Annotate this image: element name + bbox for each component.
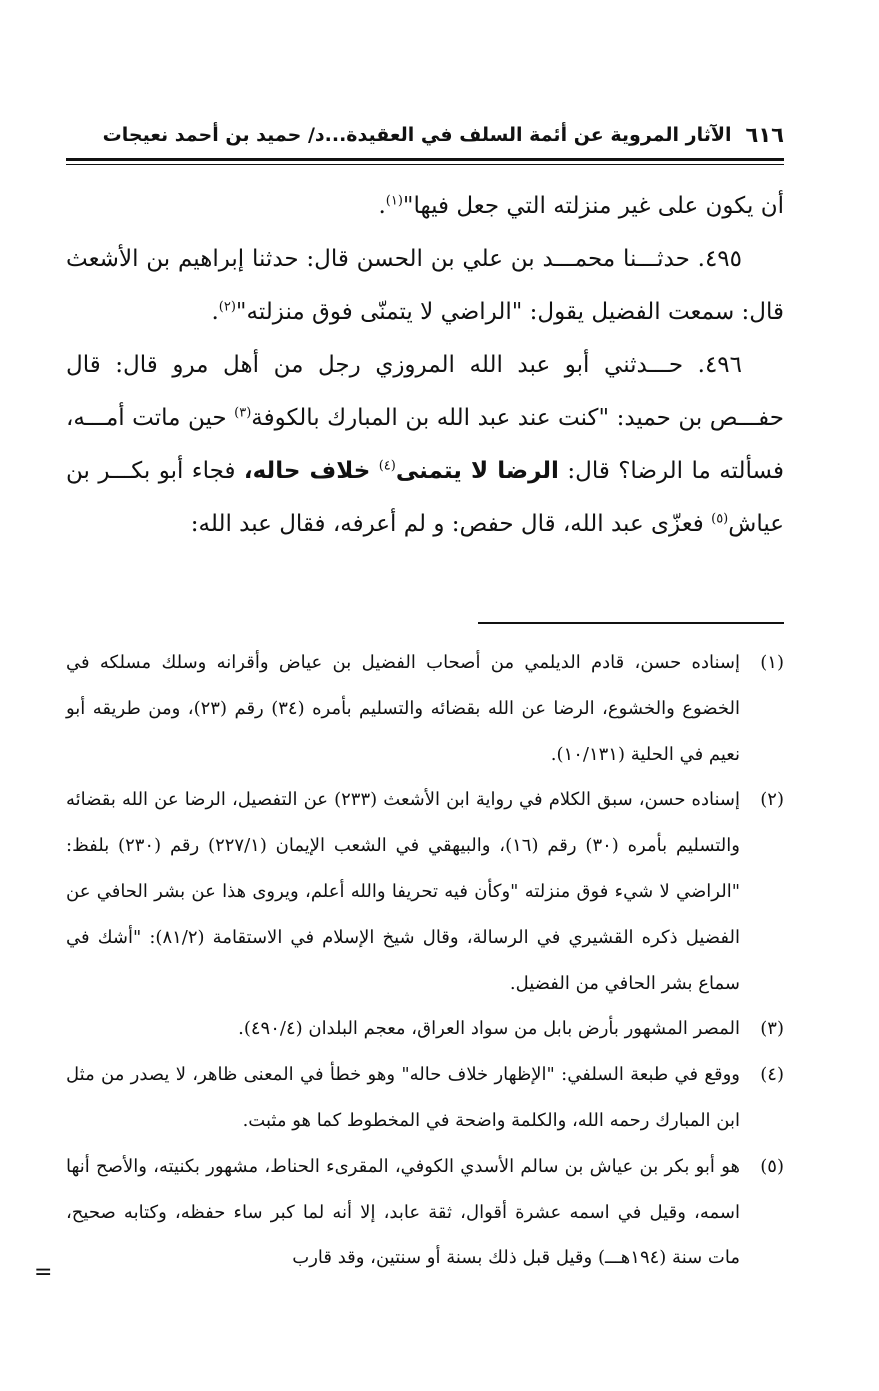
footnote-number: (٣) bbox=[760, 1018, 784, 1040]
paragraph-1: أن يكون على غير منزلته التي جعل فيها"$^{(١)}$. bbox=[378, 193, 784, 219]
footnote-separator bbox=[478, 622, 784, 624]
paragraph-496: ٤٩٦. حـــدثني أبو عبد الله المروزي رجل من أهل مرو قال: قال حفـــص بن حميد: "كنت عند عبد الله بن المبارك بالكوفة$^{(٣)}$ حين ماتت أمـــه، فسألته ما الرضا؟ قال: الرضا لا يتمنى$^{(٤)}$ خلاف حاله، فجاء أبو بكـــر بن عياش$^{(٥)}$ فعزّى عبد الله، قال حفص: و لم أعرفه، فقال عبد الله: bbox=[66, 352, 785, 537]
footnote-ref: (١) bbox=[385, 193, 403, 209]
bold-phrase: خلاف حاله، bbox=[243, 458, 371, 484]
header-rule-thin bbox=[66, 164, 784, 165]
footnote-ref: (٥) bbox=[711, 511, 729, 527]
continuation-mark: = bbox=[34, 1260, 53, 1285]
footnote-ref: (٣) bbox=[234, 405, 252, 421]
athar-number: ٤٩٦. حـــدثني bbox=[604, 352, 743, 378]
footnote-text: إسناده حسن، سبق الكلام في رواية ابن الأشعث (٢٣٣) عن التفصيل، الرضا عن الله بقضائه والتسليم بأمره (٣٠) رقم (١٦)، والبيهقي في الشعب الإيمان (٢٢٧/١) رقم (٢٣٠) بلفظ: "الراضي لا شيء فوق منزلته "وكأن فيه تحريفا والله أعلم، ويروى هذا عن بشر الحافي عن الفضيل ذكره القشيري في الرسالة، وقال شيخ الإسلام في الاستقامة (٨١/٢): "أشك في سماع بشر الحافي من الفضيل. bbox=[66, 789, 740, 994]
footnote-text: هو أبو بكر بن عياش بن سالم الأسدي الكوفي، المقرىء الحناط، مشهور بكنيته، والأصح أنها اسمه، وقيل في اسمه عشرة أقوال، ثقة عابد، إلا أنه لما كبر ساء حفظه، وكتابه صحيح، مات سنة (١٩٤هـــ) وقيل قبل ذلك بسنة أو سنتين، وقد قارب bbox=[66, 1155, 740, 1269]
footnote-number: (٢) bbox=[760, 789, 784, 811]
footnote-number: (١) bbox=[760, 652, 784, 673]
footnote bbox=[66, 1144, 784, 1281]
header-rule-thick bbox=[66, 158, 784, 161]
athar-number: ٤٩٥. حدثـــنا محمـــد bbox=[542, 246, 742, 272]
page-number: ٦١٦ bbox=[745, 123, 784, 147]
footnote-text: ووقع في طبعة السلفي: "الإظهار خلاف حاله" وهو خطأ في المعنى ظاهر، لا يصدر من مثل ابن المبارك رحمه الله، والكلمة واضحة في المخطوط كما هو مثبت. bbox=[66, 1064, 740, 1131]
footnote bbox=[66, 777, 784, 1006]
running-title: الآثار المروية عن أئمة السلف في العقيدة...د/ حميد بن أحمد نعيجات bbox=[102, 124, 732, 146]
footnote bbox=[66, 640, 784, 777]
footnote-text: المصر المشهور بأرض بابل من سواد العراق، معجم البلدان (٤٩٠/٤). bbox=[238, 1018, 740, 1040]
footnote bbox=[66, 1052, 784, 1144]
bold-phrase: الرضا لا يتمنى bbox=[395, 458, 559, 484]
footnote-text: إسناده حسن، قادم الديلمي من أصحاب الفضيل بن عياض وأقرانه وسلك مسلكه في الخضوع والخشوع، الرضا عن الله بقضائه والتسليم بأمره (٣٤) رقم (٢٣)، ومن طريقه أبو نعيم في الحلية (١٠/١٣١). bbox=[66, 652, 740, 765]
main-text bbox=[66, 180, 784, 551]
footnote-number: (٤) bbox=[760, 1064, 784, 1086]
running-header bbox=[66, 118, 784, 152]
footnote-ref: (٢) bbox=[218, 299, 236, 315]
footnote-ref: (٤) bbox=[378, 458, 396, 474]
footnote-number: (٥) bbox=[760, 1155, 784, 1177]
paragraph-495: ٤٩٥. حدثـــنا محمـــد بن علي بن الحسن قال: حدثنا إبراهيم بن الأشعث قال: سمعت الفضيل يقول: "الراضي لا يتمنّى فوق منزلته"$^{(٢)}$. bbox=[66, 246, 784, 325]
footnote bbox=[66, 1006, 784, 1052]
footnotes bbox=[66, 640, 784, 1281]
